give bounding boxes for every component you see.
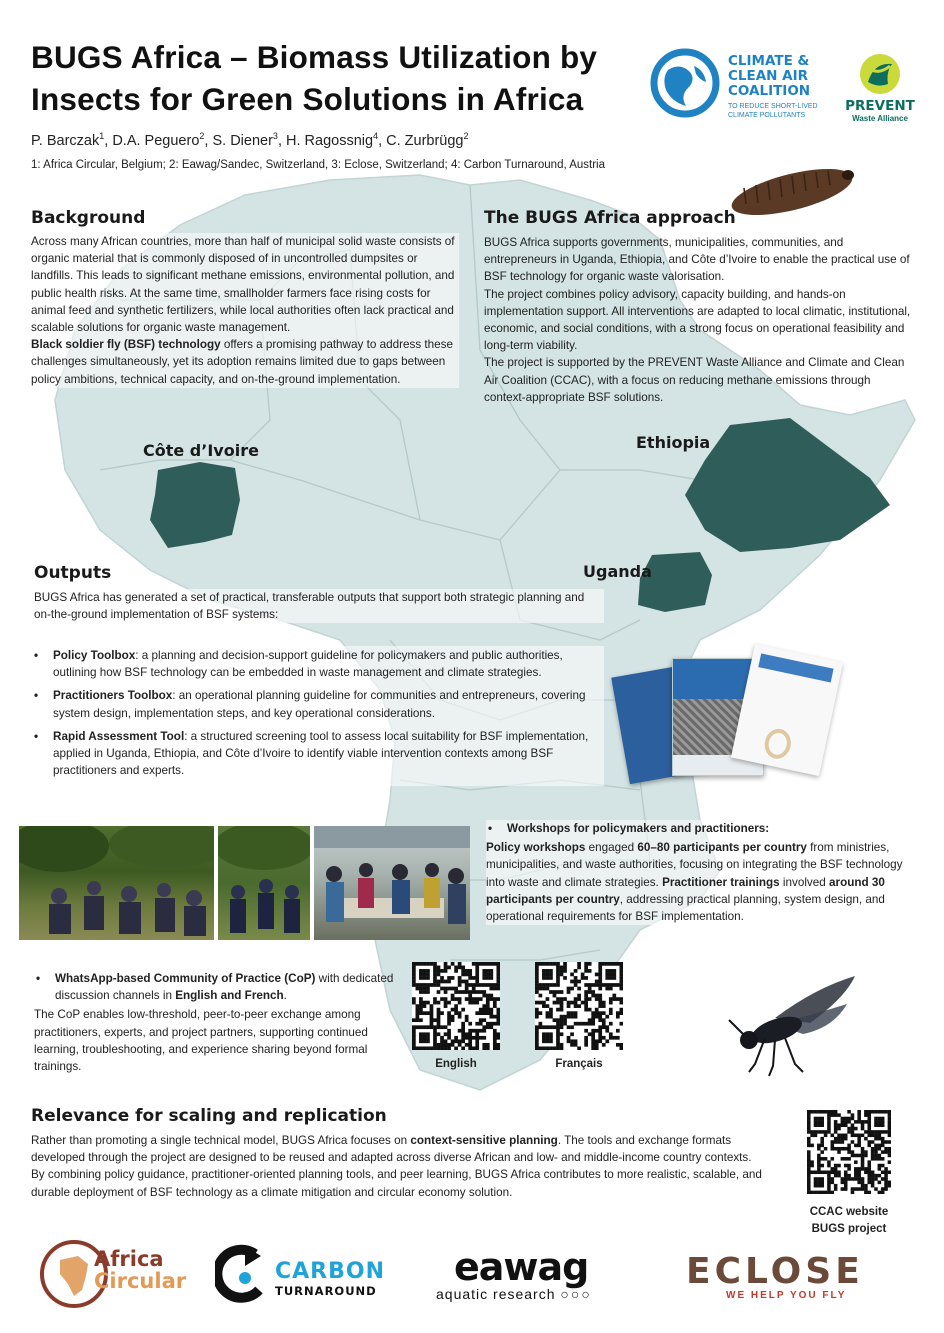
approach-p2: The project combines policy advisory, capacity building, and hands-on implementation support. All interventions are adapted to local climatic, institutional, economic, and social conditions, with a strong focus on operational feasibility and long-term viability. [484,287,911,353]
output-item [32,728,604,780]
author-list [31,131,469,149]
relevance-p1b: context-sensitive planning [410,1134,558,1147]
cop-bold-1: WhatsApp-based Community of Practice (CoP) [55,972,316,985]
author-affiliation-number: 1 [99,131,105,141]
eclose-logo [686,1251,886,1304]
label-ethiopia: Ethiopia [636,433,711,452]
workshop-photo-3 [314,826,470,940]
workshops-text-1: engaged [585,841,638,855]
eawag-name: eawag [454,1245,589,1289]
prevent-sub: Waste Alliance [852,114,908,123]
output-item [32,687,604,721]
author-separator: , [104,132,113,149]
workshop-photo-2 [218,826,310,940]
outputs-intro: BUGS Africa has generated a set of practical, transferable outputs that support both strategic planning and on-the-ground implementation of BSF systems: [34,589,604,623]
affiliations: 1: Africa Circular, Belgium; 2: Eawag/Sandec, Switzerland, 3: Eclose, Switzerland; 4: Carbon Turnaround, Austria [31,159,606,171]
author-affiliation-number: 2 [463,131,469,141]
qr-label-ccac-2: BUGS project [811,1223,887,1235]
workshops-text-3: involved [779,875,830,889]
qr-code-ccac[interactable] [807,1110,891,1194]
qr-label-ccac-1: CCAC website [809,1206,889,1218]
relevance-p1a: Rather than promoting a single technical model, BUGS Africa focuses on [31,1134,411,1147]
background-p2-rest: offers a promising pathway to address these challenges simultaneously, yet its adoption remains limited due to gaps between policy ambitions, technical capacity, and on-the-ground implementation. [31,338,454,386]
qr-code-english[interactable] [412,962,500,1050]
ccac-tagline-2: CLIMATE POLLUTANTS [728,112,806,119]
ccac-line-1: CLIMATE & [728,53,810,69]
output-item-description: : a structured screening tool to assess local suitability for BSF implementation, applied in Uganda, Ethiopia, and Côte d’Ivoire to identify viable intervention contexts among BSF practitioners and experts. [53,729,589,778]
ccac-line-3: COALITION [728,83,811,99]
country-shape-cote-divoire [150,462,240,548]
relevance-heading: Relevance for scaling and replication [31,1106,387,1126]
bsf-larva-image [722,162,862,222]
africa-circular-line-2: Circular [94,1269,187,1293]
eawag-logo [436,1245,636,1308]
approach-heading: The BUGS Africa approach [484,208,736,228]
output-item-title: Practitioners Toolbox [53,689,173,703]
bsf-adult-fly-image [715,968,865,1078]
output-item [32,647,604,681]
author-name: C. Zurbrügg [386,132,464,149]
title-line-2: Insects for Green Solutions in Africa [31,81,584,117]
outputs-list-box [32,646,604,786]
qr-label-french: Français [555,1058,603,1070]
cop-paragraph: The CoP enables low-threshold, peer-to-peer exchange among practitioners, experts, and project partners, supporting continued learning, troubleshooting, and experience sharing beyond formal trainings. [34,1008,368,1074]
approach-p3: The project is supported by the PREVENT Waste Alliance and Climate and Clean Air Coalition (CCAC), with a focus on reducing methane emissions through context-appropriate BSF solutions. [484,356,905,404]
label-uganda: Uganda [583,562,652,581]
relevance-p2: By combining policy guidance, practitioner-oriented planning tools, and peer learning, BUGS Africa contributes to more realistic, scalable, and durable deployment of BSF technology as a climate mitigation and circular economy solution. [31,1168,762,1199]
author-separator: , [378,132,387,149]
carbon-turnaround-logo [215,1244,405,1310]
workshops-text-2: from ministries, municipalities, and waste authorities, focusing on integrating the BSF technology into waste and climate strategies. [486,841,903,889]
carbon-line-1: CARBON [275,1259,385,1284]
author-affiliation-number: 3 [272,131,278,141]
workshops-bold-1: Policy workshops [486,841,586,855]
author-name: P. Barczak [31,132,100,149]
africa-circular-line-1: Africa [94,1247,164,1271]
output-item-title: Policy Toolbox [53,649,136,662]
relevance-p1 [31,1132,771,1166]
eawag-dots-icon: ○○○ [560,1286,592,1302]
workshops-bullet: Workshops for policymakers and practitioners: [507,822,770,835]
workshops-section [486,820,910,925]
output-item-title: Rapid Assessment Tool [53,729,185,743]
title-line-1: BUGS Africa – Biomass Utilization by [31,39,598,75]
relevance-text [31,1132,771,1201]
prevent-name: PREVENT [845,98,915,114]
background-p1: Across many African countries, more than half of municipal solid waste consists of organic material that is commonly disposed of in uncontrolled dumpsites or landfills. This leads to significant methane emissions, environmental pollution, and public health risks. At the same time, smallholder farmers face rising costs for animal feed and synthetic fertilizers, while local authorities often lack practical and scalable solutions for organic waste management. [31,235,455,335]
ccac-line-2: CLEAN AIR [728,68,809,84]
output-item-description: : an operational planning guideline for communities and entrepreneurs, covering system design, implementation steps, and key operational considerations. [53,689,586,720]
workshop-photo-1 [19,826,214,940]
globe-icon [650,48,720,118]
author-affiliation-number: 4 [373,131,379,141]
workshops-bold-3: Practitioner trainings [662,875,780,889]
author-name: H. Ragossnig [286,132,374,149]
ccac-logo [650,46,830,126]
author-separator: , [277,132,286,149]
prevent-leaf-icon [858,52,902,96]
approach-p1: BUGS Africa supports governments, municipalities, communities, and entrepreneurs in Uganda, Ethiopia, and Côte d’Ivoire to enable the practical use of BSF technology for organic waste valorisation. [484,236,910,284]
output-item-description: : a planning and decision-support guideline for policymakers and public authorities, outlining how BSF technology can be embedded in waste management and climate strategies. [53,649,563,680]
carbon-line-2: TURNAROUND [275,1284,377,1298]
prevent-logo [840,52,920,128]
workshops-text-4: , addressing practical planning, system design, and operational requirements for BSF implementation. [486,892,885,924]
qr-label-english: English [435,1058,477,1070]
bsf-technology-bold: Black soldier fly (BSF) technology [31,338,221,352]
eclose-name: ECLOSE [686,1251,864,1292]
relevance-p1c: . The tools and exchange formats developed through the project are designed to be reused and adapted across diverse African and low- and middle-income country contexts. [31,1134,752,1165]
workshops-text [486,839,910,925]
cop-bullet [34,970,404,1004]
cop-bold-2: English and French [175,989,284,1003]
background-p2 [31,336,459,388]
africa-circular-logo [38,1238,188,1310]
outputs-heading: Outputs [34,563,112,583]
qr-code-french[interactable] [535,962,623,1050]
background-text [31,233,459,388]
label-cote-divoire: Côte d’Ivoire [143,441,259,460]
author-separator: , [204,132,213,149]
eawag-tagline: aquatic research [436,1286,556,1302]
background-heading: Background [31,208,146,228]
cop-text-1: with dedicated discussion channels in [55,972,394,1003]
carbon-turnaround-emblem-icon [215,1244,273,1306]
outputs-list [32,647,604,779]
country-shape-uganda [638,552,712,612]
author-name: S. Diener [212,132,273,149]
cop-text-2: . [283,989,287,1003]
qr-label-ccac [790,1204,908,1238]
toolbox-documents-image [612,650,837,785]
approach-text [484,234,914,406]
author-affiliation-number: 2 [199,131,205,141]
workshops-bold-2: 60–80 participants per country [637,841,807,855]
ccac-tagline-1: TO REDUCE SHORT-LIVED [728,103,818,110]
poster-title [31,36,631,120]
workshops-bold-4: around 30 participants per country [486,875,885,906]
cop-section [34,970,404,1075]
author-name: D.A. Peguero [112,132,200,149]
eclose-tagline: WE HELP YOU FLY [726,1290,847,1301]
